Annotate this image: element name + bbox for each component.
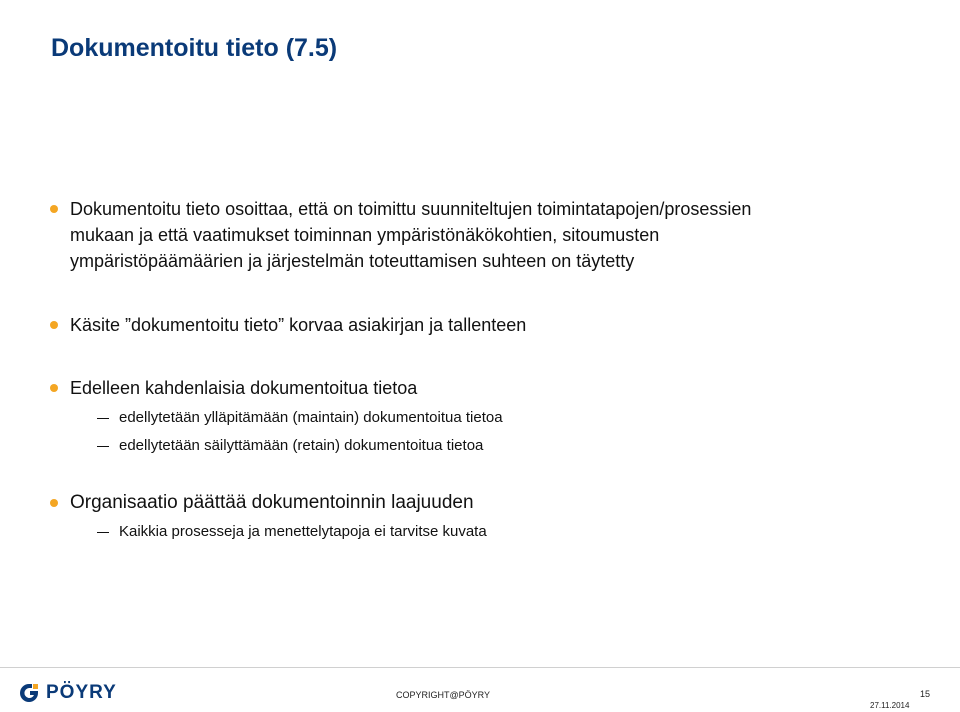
logo-text: PÖYRY xyxy=(46,682,117,703)
bullet-item-3 xyxy=(70,375,417,401)
slide-title: Dokumentoitu tieto (7.5) xyxy=(51,34,338,62)
bullet-text: Organisaatio päättää dokumentoinnin laajuuden xyxy=(70,492,474,513)
bullet-item-1 xyxy=(70,196,920,274)
poyry-logo-icon xyxy=(18,682,40,704)
sub-item-maintain xyxy=(119,408,503,428)
dash-icon xyxy=(97,418,109,419)
dash-icon xyxy=(97,446,109,447)
dash-icon xyxy=(97,532,109,533)
bullet-dot-icon xyxy=(50,384,58,392)
sub-item-text: Kaikkia prosesseja ja menettelytapoja ei tarvitse kuvata xyxy=(119,523,487,540)
bullet-text: Käsite ”dokumentoitu tieto” korvaa asiakirjan ja tallenteen xyxy=(70,315,527,335)
sub-item-text: edellytetään säilyttämään (retain) dokumentoitua tietoa xyxy=(119,437,484,454)
footer-date: 27.11.2014 xyxy=(870,701,910,710)
bullet-item-2 xyxy=(70,312,526,338)
sub-item-retain xyxy=(119,436,483,456)
footer-divider xyxy=(0,667,960,668)
copyright-text: COPYRIGHT@PÖYRY xyxy=(396,690,490,700)
sub-item-text: edellytetään ylläpitämään (maintain) dokumentoitua tietoa xyxy=(119,409,503,426)
bullet-text: Edelleen kahdenlaisia dokumentoitua tietoa xyxy=(70,378,418,398)
bullet-dot-icon xyxy=(50,499,58,507)
sub-item-processes xyxy=(119,522,487,542)
bullet-item-4 xyxy=(70,490,474,516)
bullet-text-line-3: ympäristöpäämäärien ja järjestelmän toteuttamisen suhteen on täytetty xyxy=(70,251,635,271)
page-number: 15 xyxy=(920,689,931,699)
bullet-dot-icon xyxy=(50,321,58,329)
poyry-logo xyxy=(18,682,117,704)
bullet-text-line-2: mukaan ja että vaatimukset toiminnan ympäristönäkökohtien, sitoumusten xyxy=(70,225,660,245)
bullet-text-line-1: Dokumentoitu tieto osoittaa, että on toimittu suunniteltujen toimintatapojen/prosessien xyxy=(70,199,752,219)
bullet-dot-icon xyxy=(50,205,58,213)
